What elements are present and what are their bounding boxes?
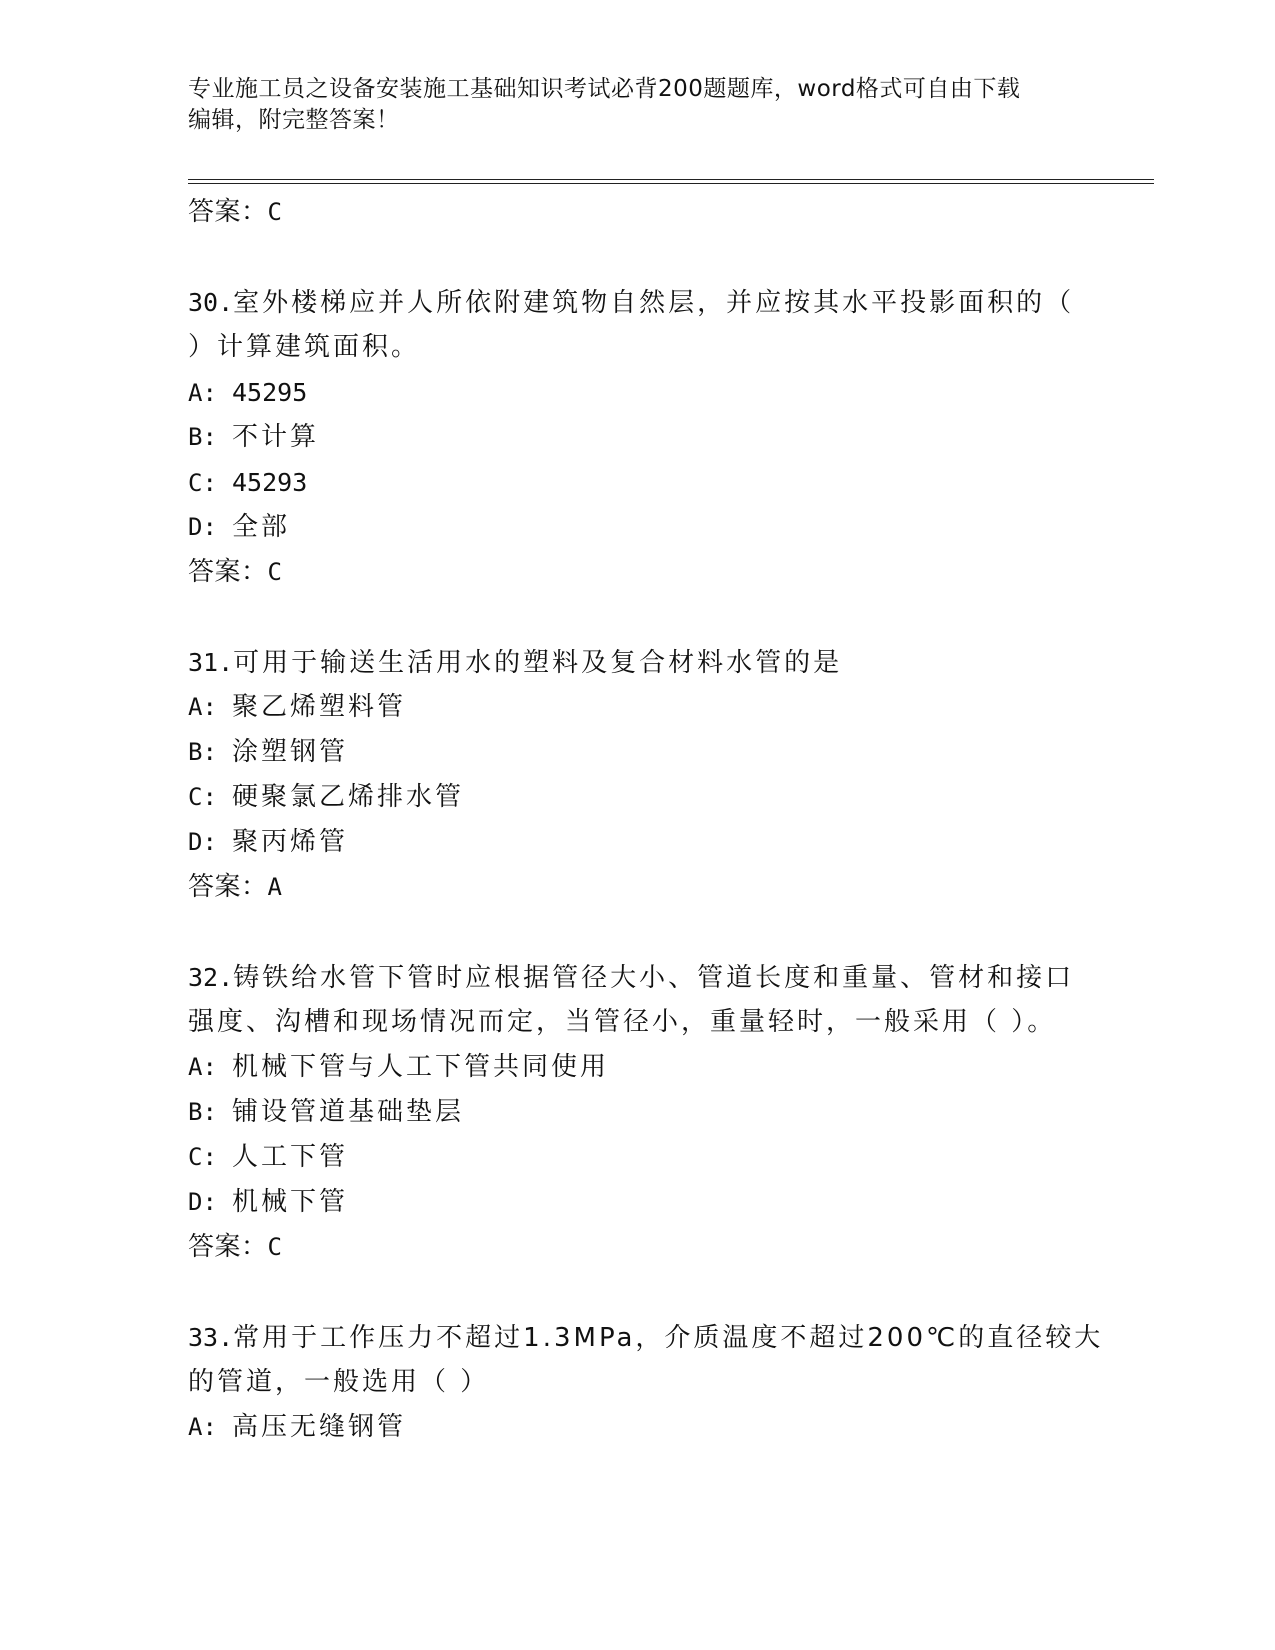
answer-label: 答案：	[188, 872, 268, 902]
answer-label: 答案：	[188, 557, 268, 587]
option-text: 聚丙烯管	[232, 827, 349, 857]
option-letter: C:	[188, 783, 217, 811]
question-text: 铸铁给水管下管时应根据管径大小、管道长度和重量、管材和接口	[233, 963, 1075, 993]
option-letter: A:	[188, 379, 217, 407]
option-a	[188, 370, 1088, 415]
option-text: 机械下管与人工下管共同使用	[232, 1052, 610, 1082]
option-letter: C:	[188, 469, 217, 497]
option-c	[188, 460, 1088, 505]
option-letter: A:	[188, 693, 217, 721]
option-text: 硬聚氯乙烯排水管	[232, 782, 465, 812]
option-c	[188, 1135, 1088, 1180]
option-text: 高压无缝钢管	[232, 1412, 407, 1442]
answer-value: C	[267, 198, 283, 226]
answer-line	[188, 1225, 1088, 1270]
answer-value: C	[267, 558, 283, 586]
option-text: 机械下管	[232, 1187, 349, 1217]
document-header	[188, 74, 1068, 136]
option-text: 45293	[232, 468, 308, 497]
option-text: 铺设管道基础垫层	[232, 1097, 465, 1127]
question-number: 33.	[188, 1323, 234, 1352]
question-30	[188, 280, 1088, 595]
answer-value: A	[267, 873, 283, 901]
option-text: 聚乙烯塑料管	[232, 692, 407, 722]
question-text-line	[188, 1315, 1104, 1360]
option-letter: A:	[188, 1053, 217, 1081]
option-text: 涂塑钢管	[232, 737, 349, 767]
option-c	[188, 775, 1088, 820]
option-text: 不计算	[232, 422, 320, 452]
option-letter: A:	[188, 1413, 217, 1441]
option-text: 人工下管	[232, 1142, 349, 1172]
question-text: 的管道，一般选用（ ）	[188, 1367, 490, 1397]
header-divider-top	[188, 179, 1154, 180]
question-text-line	[188, 280, 1088, 325]
option-letter: B:	[188, 1098, 217, 1126]
answer-line	[188, 550, 1088, 595]
option-b	[188, 730, 1088, 775]
option-a	[188, 1045, 1088, 1090]
question-text-line	[188, 1000, 1088, 1045]
option-a	[188, 685, 1088, 730]
answer-value: C	[267, 1233, 283, 1261]
question-text: 常用于工作压力不超过1.3MPa，介质温度不超过200℃的直径较大	[233, 1323, 1104, 1353]
option-letter: B:	[188, 738, 217, 766]
header-line-1: 专业施工员之设备安装施工基础知识考试必背200题题库，word格式可自由下载	[188, 76, 1021, 102]
question-text-line	[188, 955, 1088, 1000]
option-letter: C:	[188, 1143, 217, 1171]
option-b	[188, 415, 1088, 460]
option-text: 45295	[232, 378, 308, 407]
header-line-2: 编辑，附完整答案！	[188, 107, 400, 133]
option-letter: D:	[188, 513, 217, 541]
question-number: 31.	[188, 648, 234, 677]
question-number: 32.	[188, 963, 234, 992]
answer-label: 答案：	[188, 197, 268, 227]
option-letter: D:	[188, 1188, 217, 1216]
question-text: 可用于输送生活用水的塑料及复合材料水管的是	[233, 648, 843, 678]
question-list	[188, 190, 1104, 1450]
question-text-line	[188, 325, 1088, 370]
option-letter: B:	[188, 423, 217, 451]
question-33	[188, 1315, 1104, 1450]
answer-label: 答案：	[188, 1232, 268, 1262]
answer-line	[188, 865, 1088, 910]
option-a	[188, 1405, 1088, 1450]
option-d	[188, 1180, 1088, 1225]
option-d	[188, 820, 1088, 865]
question-32	[188, 955, 1088, 1270]
question-text: 室外楼梯应并人所依附建筑物自然层，并应按其水平投影面积的（	[233, 288, 1075, 318]
question-text: 强度、沟槽和现场情况而定，当管径小，重量轻时，一般采用（ ）。	[188, 1007, 1057, 1037]
option-b	[188, 1090, 1088, 1135]
header-divider-bottom	[188, 183, 1154, 184]
question-31	[188, 640, 1088, 910]
question-number: 30.	[188, 288, 234, 317]
question-text-line	[188, 640, 1088, 685]
question-text-line	[188, 1360, 1088, 1405]
option-letter: D:	[188, 828, 217, 856]
option-text: 全部	[232, 512, 291, 542]
question-text: ）计算建筑面积。	[188, 332, 421, 362]
option-d	[188, 505, 1088, 550]
answer-line	[188, 190, 1088, 235]
